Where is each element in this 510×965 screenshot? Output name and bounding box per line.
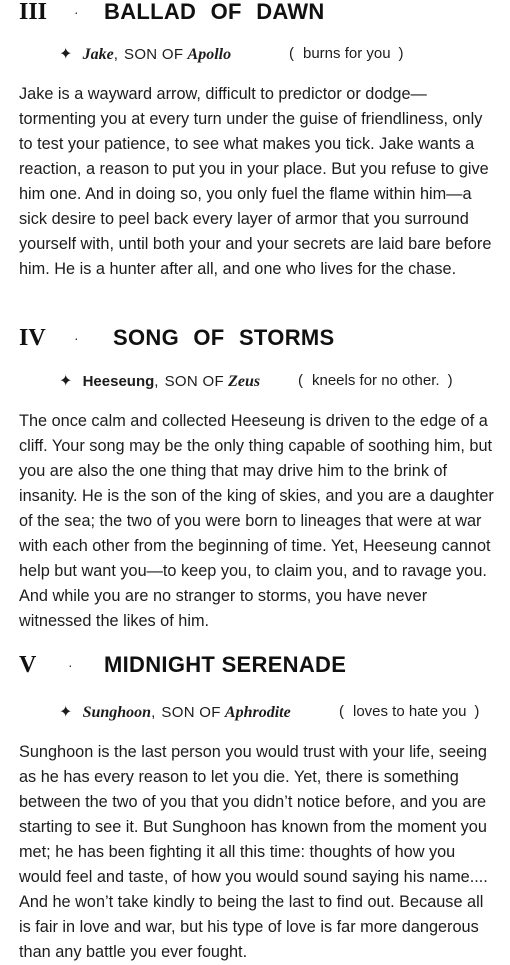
character-line: ✦ Sunghoon, SON OF Aphrodite	[59, 704, 291, 721]
section-paragraph: Sunghoon is the last person you would trust with your life, seeing as he has every reason to let you die. Yet, there is something between the two of you that you didn’t notice before, and you are starting to see it. But Sunghoon has known from the moment you met; he has been fighting it all this time: thoughts of how you would feel and taste, of how you would sound saying his name.... And he won’t take kindly to being the last to find out. Because all is fair in love and war, but his type of love is far more dangerous than any battle you ever fought.	[19, 743, 488, 961]
sparkle-icon: ✦	[59, 373, 73, 390]
section-paragraph: Jake is a wayward arrow, difficult to predictor or dodge—tormenting you at every turn under the guise of friendliness, only to test your patience, to see what makes you tick. Jake wants a reaction, a reason to put you in your place. But you refuse to give him one. And in doing so, you only fuel the flame within him—a sick desire to peel back every layer of armor that you surround yourself with, until both your and your secrets are laid bare before him. He is a hunter after all, and one who lives for the chase.	[19, 85, 492, 278]
separator-dot: ·	[68, 657, 73, 673]
son-of-label: SON OF	[164, 373, 224, 390]
section-numeral: III	[19, 0, 48, 25]
son-of-label: SON OF	[161, 704, 221, 721]
character-name: Sunghoon	[82, 704, 152, 721]
god-name: Aphrodite	[224, 704, 291, 721]
god-name: Zeus	[228, 373, 261, 390]
god-name: Apollo	[187, 46, 232, 63]
separator-dot: ·	[74, 4, 79, 20]
note-text: kneels for no other.	[312, 372, 440, 389]
section-title: SONG OF STORMS	[113, 325, 335, 350]
character-line: ✦ Jake, SON OF Apollo	[59, 46, 232, 63]
character-note: ( burns for you )	[289, 45, 404, 62]
section-title: MIDNIGHT SERENADE	[104, 652, 347, 677]
son-of-label: SON OF	[124, 46, 184, 63]
note-text: burns for you	[303, 45, 391, 62]
section-numeral: V	[19, 652, 37, 678]
section-numeral: IV	[19, 325, 46, 351]
separator-dot: ·	[74, 330, 79, 346]
note-text: loves to hate you	[353, 703, 467, 720]
character-name: Jake	[82, 46, 114, 63]
character-note: ( kneels for no other. )	[298, 372, 453, 389]
section-title: BALLAD OF DAWN	[104, 0, 325, 24]
sparkle-icon: ✦	[59, 704, 73, 721]
sparkle-icon: ✦	[59, 46, 73, 63]
character-line: ✦ Heeseung, SON OF Zeus	[59, 373, 261, 390]
character-note: ( loves to hate you )	[339, 703, 480, 720]
character-name: Heeseung	[82, 373, 155, 390]
section-paragraph: The once calm and collected Heeseung is driven to the edge of a cliff. Your song may be the only thing capable of soothing him, but you are also the one thing that may drive him to the brink of insanity. He is the son of the king of skies, and you are a daughter of the sea; the two of you were born to lineages that were at war with each other from the beginning of time. Yet, Heeseung cannot help but want you—to keep you, to claim you, and to ravage you. And while you are no stranger to storms, you have never witnessed the likes of him.	[19, 412, 494, 630]
